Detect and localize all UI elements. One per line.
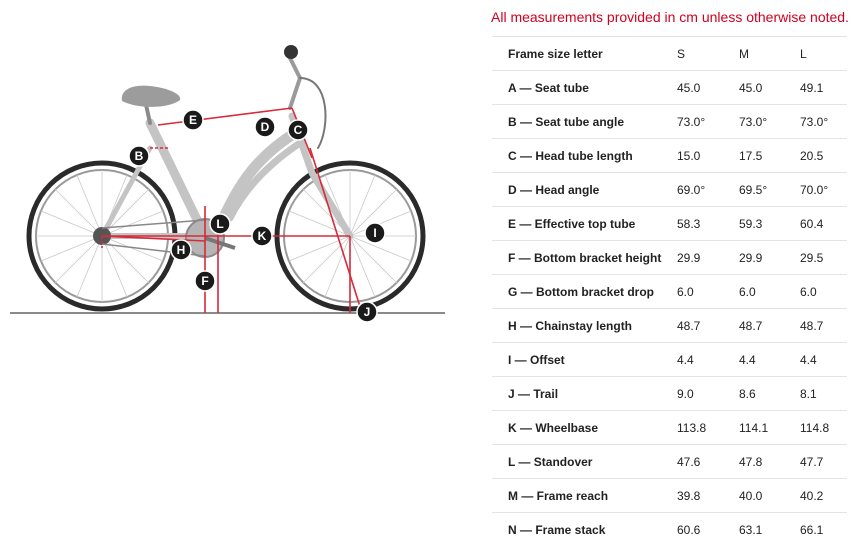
cell-l: 20.5	[800, 139, 847, 173]
cell-s: 48.7	[677, 309, 739, 343]
table-row	[492, 411, 847, 445]
svg-text:L: L	[216, 217, 224, 231]
cell-l: 70.0°	[800, 173, 847, 207]
cell-m: 47.8	[739, 445, 800, 479]
table-row	[492, 139, 847, 173]
cell-l: 4.4	[800, 343, 847, 377]
cell-s: 60.6	[677, 522, 701, 537]
marker-j	[357, 302, 377, 322]
units-note: All measurements provided in cm unless otherwise noted.	[491, 9, 849, 25]
cell-s: 73.0°	[677, 105, 739, 139]
cell-l: 29.5	[800, 241, 847, 275]
table-row	[492, 241, 847, 275]
marker-d	[255, 117, 275, 137]
table-row	[492, 71, 847, 105]
table-row	[492, 445, 847, 479]
cell-l: 73.0°	[800, 105, 847, 139]
marker-l	[210, 214, 230, 234]
marker-i	[365, 223, 385, 243]
cell-m: 45.0	[739, 71, 800, 105]
header-frame-size: Frame size letter	[492, 37, 677, 71]
row-label: C — Head tube length	[492, 139, 677, 173]
svg-text:D: D	[260, 120, 270, 134]
row-label: J — Trail	[492, 377, 677, 411]
marker-e	[183, 110, 203, 130]
header-size-s: S	[677, 37, 739, 71]
table-row	[492, 275, 847, 309]
table-row	[492, 377, 847, 411]
cell-s: 39.8	[677, 479, 739, 513]
row-label: N — Frame stack	[508, 522, 606, 537]
table-header-row	[492, 37, 847, 71]
svg-text:I: I	[373, 226, 377, 240]
cell-m: 63.1	[739, 522, 763, 537]
row-label: K — Wheelbase	[492, 411, 677, 445]
svg-text:J: J	[363, 305, 371, 319]
row-label: B — Seat tube angle	[492, 105, 677, 139]
cell-l: 60.4	[800, 207, 847, 241]
cell-l: 6.0	[800, 275, 847, 309]
cell-l: 49.1	[800, 71, 847, 105]
cell-s: 9.0	[677, 377, 739, 411]
table-row	[492, 513, 847, 547]
bike-geometry-diagram	[0, 38, 460, 338]
cell-s: 4.4	[677, 343, 739, 377]
table-row	[492, 479, 847, 513]
row-label: F — Bottom bracket height	[492, 241, 677, 275]
cell-l: 8.1	[800, 377, 847, 411]
table-row	[492, 207, 847, 241]
marker-c	[288, 120, 308, 140]
table-row	[492, 343, 847, 377]
cell-m: 8.6	[739, 377, 800, 411]
cell-m: 48.7	[739, 309, 800, 343]
marker-h	[171, 240, 191, 260]
cell-l: 47.7	[800, 445, 847, 479]
svg-text:E: E	[188, 113, 198, 127]
cell-l: 40.2	[800, 479, 847, 513]
table-row	[492, 105, 847, 139]
handlebar-grip	[284, 45, 298, 59]
cell-m: 69.5°	[739, 173, 800, 207]
row-label: I — Offset	[492, 343, 677, 377]
svg-text:F: F	[201, 274, 209, 288]
cell-m: 17.5	[739, 139, 800, 173]
cell-m: 6.0	[739, 275, 800, 309]
svg-text:B: B	[134, 149, 144, 163]
cell-s: 113.8	[677, 411, 739, 445]
cell-s: 6.0	[677, 275, 739, 309]
cell-m: 114.1	[739, 411, 800, 445]
cell-m: 59.3	[739, 207, 800, 241]
svg-text:C: C	[293, 123, 303, 137]
row-label: D — Head angle	[492, 173, 677, 207]
svg-text:K: K	[257, 229, 267, 243]
table-row	[492, 309, 847, 343]
cell-l: 66.1	[800, 522, 824, 537]
cell-s: 58.3	[677, 207, 739, 241]
cell-m: 29.9	[739, 241, 800, 275]
cell-l: 48.7	[800, 309, 847, 343]
table-row	[492, 173, 847, 207]
row-label: A — Seat tube	[492, 71, 677, 105]
row-label: H — Chainstay length	[492, 309, 677, 343]
cell-s: 69.0°	[677, 173, 739, 207]
row-label: G — Bottom bracket drop	[492, 275, 677, 309]
cell-m: 73.0°	[739, 105, 800, 139]
svg-text:H: H	[176, 243, 186, 257]
saddle	[122, 86, 180, 107]
cell-s: 15.0	[677, 139, 739, 173]
cell-s: 29.9	[677, 241, 739, 275]
cell-s: 45.0	[677, 71, 739, 105]
cell-m: 4.4	[739, 343, 800, 377]
geometry-table	[492, 36, 847, 546]
marker-b	[129, 146, 149, 166]
cell-m: 40.0	[739, 479, 800, 513]
marker-k	[252, 226, 272, 246]
cell-s: 47.6	[677, 445, 739, 479]
header-size-m: M	[739, 37, 800, 71]
row-label: E — Effective top tube	[492, 207, 677, 241]
row-label: L — Standover	[492, 445, 677, 479]
header-size-l: L	[800, 37, 847, 71]
row-label: M — Frame reach	[492, 479, 677, 513]
cell-l: 114.8	[800, 411, 847, 445]
marker-f	[195, 271, 215, 291]
